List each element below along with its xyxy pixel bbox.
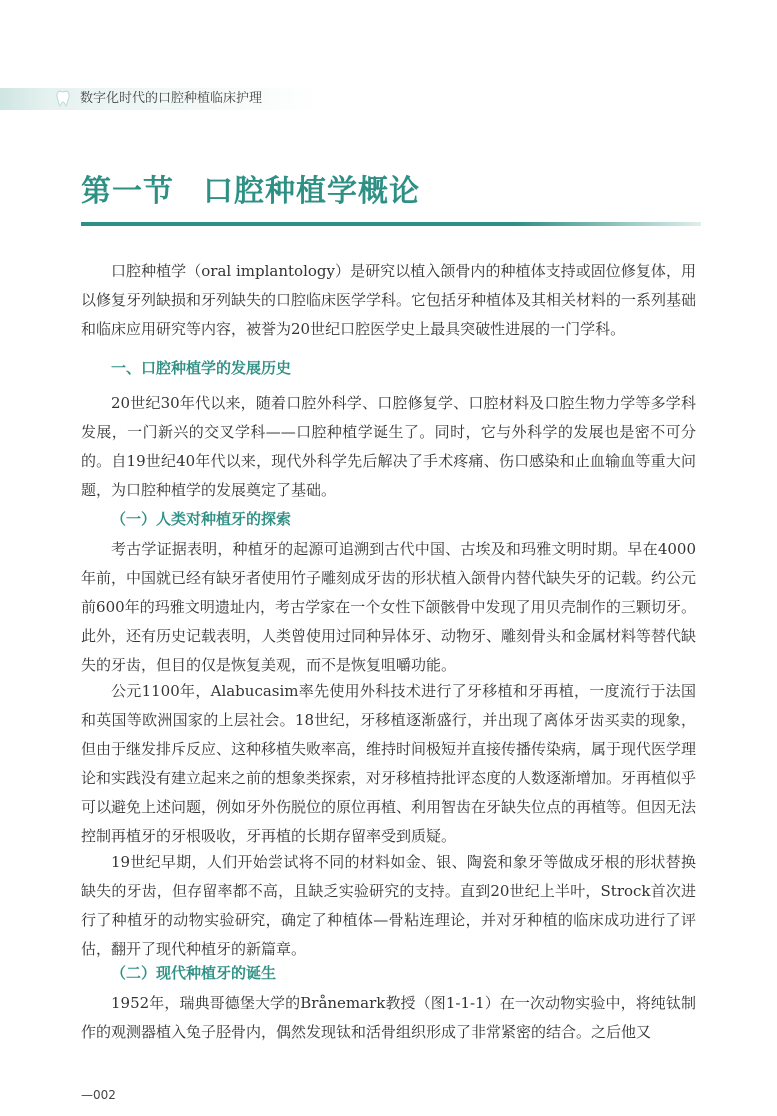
intro-paragraph: 口腔种植学（oral implantology）是研究以植入颌骨内的种植体支持或固位修复体，用以修复牙列缺损和牙列缺失的口腔临床医学学科。它包括牙种植体及其相关材料的一系列基础和临床应用研究等内容，被誉为20世纪口腔医学史上最具突破性进展的一门学科。 (81, 262, 697, 338)
history-heading: 一、口腔种植学的发展历史 (111, 359, 292, 377)
tooth-icon (55, 90, 71, 108)
history-paragraph: 20世纪30年代以来，随着口腔外科学、口腔修复学、口腔材料及口腔生物力学等多学科发展，一门新兴的交叉学科——口腔种植学诞生了。同时，它与外科学的发展也是密不可分的。自19世纪40年代以来，现代外科学先后解决了手术疼痛、伤口感染和止血输血等重大问题，为口腔种植学的发展奠定了基础。 (81, 394, 696, 499)
running-header: 数字化时代的口腔种植临床护理 (80, 91, 263, 106)
modern-paragraph: 1952年，瑞典哥德堡大学的Brånemark教授（图1-1-1）在一次动物实验中，将纯钛制作的观测器植入兔子胫骨内，偶然发现钛和活骨组织形成了非常紧密的结合。之后他又 (81, 994, 696, 1041)
title-rule (81, 222, 701, 226)
section-title (81, 170, 420, 214)
page-number: —002 (81, 1088, 116, 1102)
section-title-text: 口腔种植学概论 (203, 174, 420, 209)
exploration-paragraph-3: 19世纪早期，人们开始尝试将不同的材料如金、银、陶瓷和象牙等做成牙根的形状替换缺失的牙齿，但存留率都不高，且缺乏实验研究的支持。直到20世纪上半叶，Strock首次进行了种植牙的动物实验研究，确定了种植体—骨粘连理论，并对牙种植的临床成功进行了评估，翻开了现代种植牙的新篇章。 (81, 853, 696, 958)
modern-heading: （二）现代种植牙的诞生 (111, 964, 277, 982)
exploration-paragraph-1: 考古学证据表明，种植牙的起源可追溯到古代中国、古埃及和玛雅文明时期。早在4000年前，中国就已经有缺牙者使用竹子雕刻成牙齿的形状植入颌骨内替代缺失牙的记载。约公元前600年的玛雅文明遗址内，考古学家在一个女性下颌骸骨中发现了用贝壳制作的三颗切牙。此外，还有历史记载表明，人类曾使用过同种异体牙、动物牙、雕刻骨头和金属材料等替代缺失的牙齿，但目的仅是恢复美观，而不是恢复咀嚼功能。 (81, 540, 697, 674)
exploration-heading: （一）人类对种植牙的探索 (111, 510, 292, 528)
exploration-paragraph-2: 公元1100年，Alabucasim率先使用外科技术进行了牙移植和牙再植，一度流行于法国和英国等欧洲国家的上层社会。18世纪，牙移植逐渐盛行，并出现了离体牙齿买卖的现象，但由于继发排斥反应、这种移植失败率高，维持时间极短并直接传播传染病，属于现代医学理论和实践没有建立起来之前的想象类探索，对牙移植持批评态度的人数逐渐增加。牙再植似乎可以避免上述问题，例如牙外伤脱位的原位再植、利用智齿在牙缺失位点的再植等。但因无法控制再植牙的牙根吸收，牙再植的长期存留率受到质疑。 (81, 682, 697, 845)
section-number: 第一节 (81, 174, 174, 209)
